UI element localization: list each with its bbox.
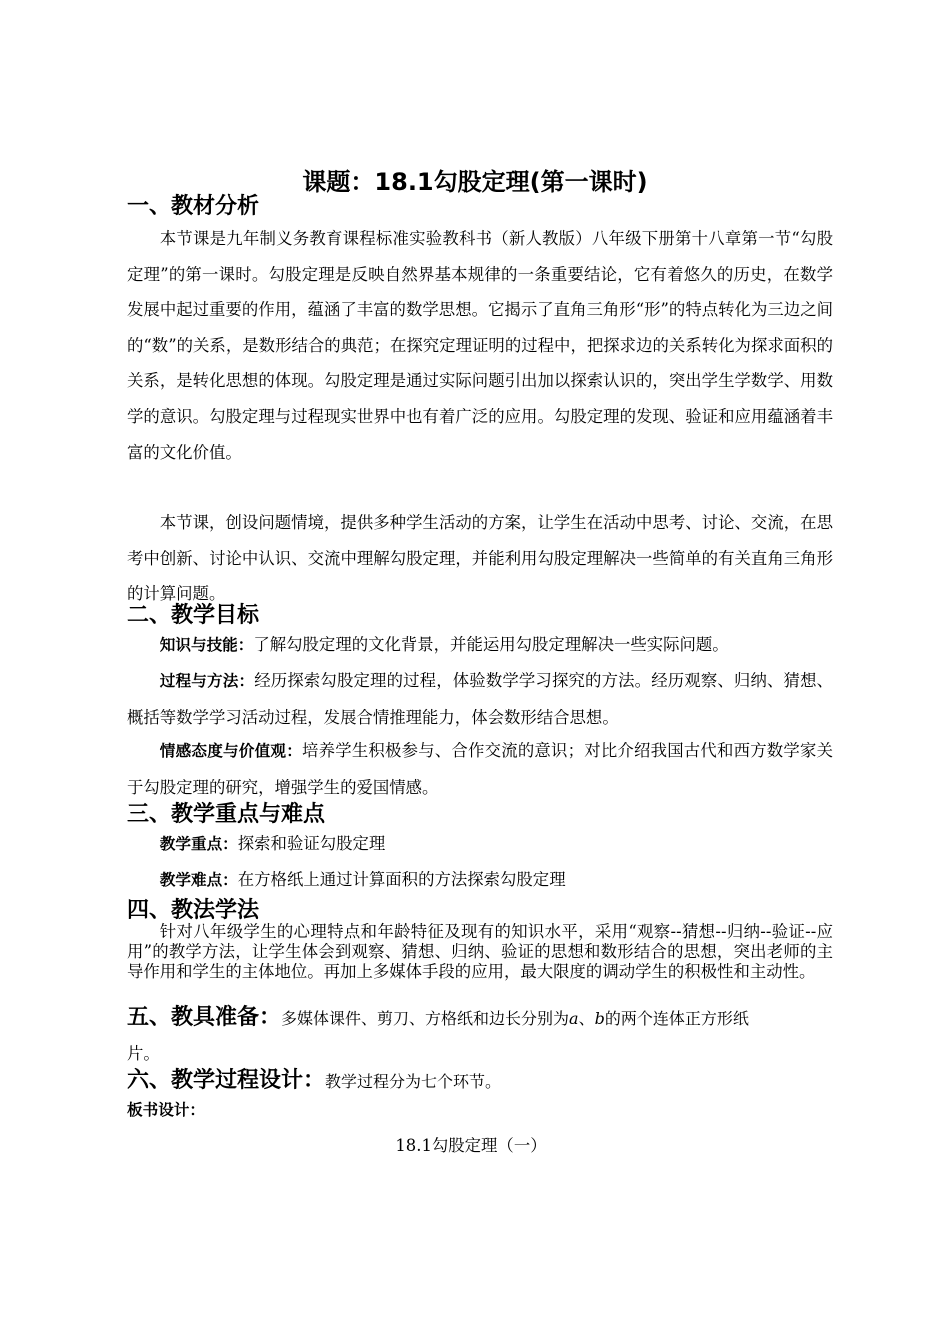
key-point (127, 826, 833, 863)
separator: 、 (578, 1009, 595, 1028)
objective-knowledge-skills (127, 627, 833, 664)
section-heading-process-design (127, 1066, 501, 1097)
process-design-heading: 六、教学过程设计： (127, 1068, 326, 1093)
key-point-label: 教学重点： (159, 835, 238, 853)
teaching-aids-heading: 五、教具准备： (127, 1005, 282, 1030)
variable-a: a (569, 1009, 579, 1028)
variable-b: b (594, 1009, 605, 1028)
teaching-aids-text-after: 的两个连体正方形纸 (604, 1009, 749, 1028)
objective-text: 经历探索勾股定理的过程，体验数学学习探究的方法。经历观察、归纳、猜想、概括等数学学习活动过程，发展合情推理能力，体会数形结合思想。 (127, 671, 833, 727)
teaching-aids-continuation: 片。 (127, 1044, 160, 1063)
difficult-point-text: 在方格纸上通过计算面积的方法探索勾股定理 (237, 870, 566, 889)
objective-label: 情感态度与价值观： (159, 742, 303, 760)
board-design-label: 板书设计： (127, 1101, 205, 1119)
teaching-aids-text-before: 多媒体课件、剪刀、方格纸和边长分别为 (281, 1009, 570, 1028)
key-point-text: 探索和验证勾股定理 (237, 834, 386, 853)
objective-text: 了解勾股定理的文化背景，并能运用勾股定理解决一些实际问题。 (253, 635, 729, 654)
board-design-title-text: 18.1勾股定理（一） (395, 1136, 547, 1155)
teaching-aids-text (281, 1009, 749, 1028)
objective-process-methods (127, 663, 833, 735)
objective-attitude-values (127, 733, 833, 805)
section-heading-teaching-methods: 四、教法学法 (127, 898, 260, 923)
difficult-point (127, 862, 833, 899)
board-design-title (0, 1134, 950, 1158)
teaching-methods-paragraph: 针对八年级学生的心理特点和年龄特征及现有的知识水平，采用“观察--猜想--归纳--验证--应用”的教学方法，让学生体会到观察、猜想、归纳、验证的思想和数形结合的思想，突出老师的主导作用和学生的主体地位。再加上多媒体手段的应用，最大限度的调动学生的积极性和主动性。 (127, 922, 833, 981)
objective-text: 培养学生积极参与、合作交流的意识；对比介绍我国古代和西方数学家关于勾股定理的研究，增强学生的爱国情感。 (127, 741, 833, 797)
section-heading-teaching-objectives: 二、教学目标 (127, 603, 260, 628)
section-heading-teaching-aids (127, 1003, 749, 1034)
objective-label: 知识与技能： (159, 636, 254, 654)
lesson-title: 课题：18.1勾股定理(第一课时) (302, 168, 648, 196)
process-design-text: 教学过程分为七个环节。 (325, 1072, 502, 1091)
difficult-point-label: 教学难点： (159, 871, 238, 889)
material-analysis-paragraph-1: 本节课是九年制义务教育课程标准实验教科书（新人教版）八年级下册第十八章第一节“勾股定理”的第一课时。勾股定理是反映自然界基本规律的一条重要结论，它有着悠久的历史，在数学发展中起过重要的作用，蕴涵了丰富的数学思想。它揭示了直角三角形“形”的特点转化为三边之间的“数”的关系，是数形结合的典范；在探究定理证明的过程中，把探求边的关系转化为探求面积的关系，是转化思想的体现。勾股定理是通过实际问题引出加以探索认识的，突出学生学数学、用数学的意识。勾股定理与过程现实世界中也有着广泛的应用。勾股定理的发现、验证和应用蕴涵着丰富的文化价值。 (127, 229, 833, 462)
section-heading-material-analysis: 一、教材分析 (127, 194, 260, 219)
section-heading-key-difficult-points: 三、教学重点与难点 (127, 802, 326, 827)
objective-label: 过程与方法： (159, 672, 255, 690)
material-analysis-paragraph-2: 本节课，创设问题情境，提供多种学生活动的方案，让学生在活动中思考、讨论、交流，在思考中创新、讨论中认识、交流中理解勾股定理，并能利用勾股定理解决一些简单的有关直角三角形的计算问题。 (127, 513, 833, 604)
